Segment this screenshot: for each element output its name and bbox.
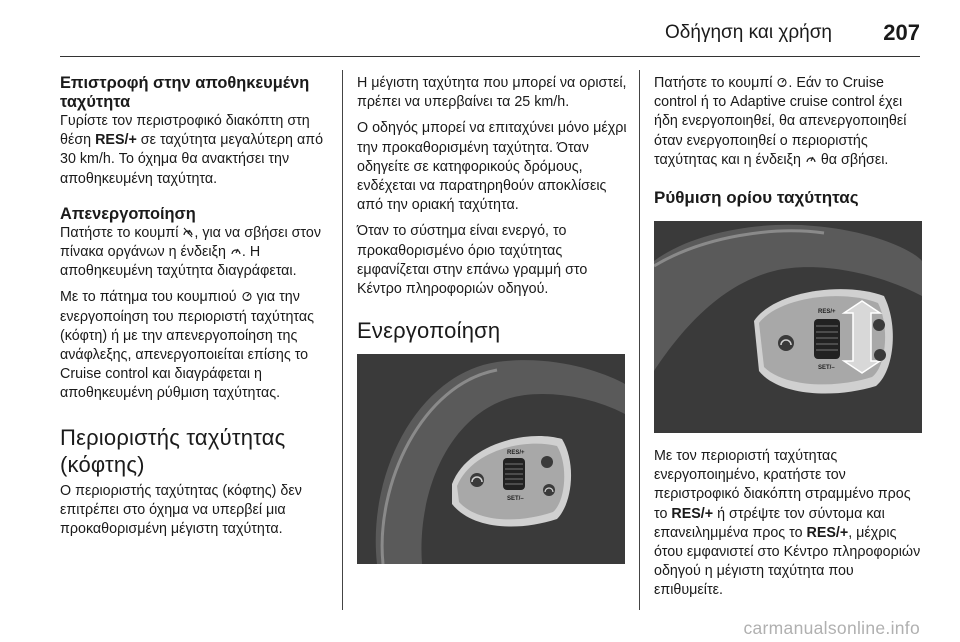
speed-limiter-icon: [242, 291, 252, 302]
steering-wheel-illustration: [654, 221, 922, 433]
steering-wheel-illustration: [357, 354, 625, 564]
column-3: [654, 74, 922, 608]
paragraph: [60, 224, 330, 282]
section-heading-activation: Ενεργοποίηση: [357, 318, 501, 344]
paragraph: Όταν το σύστημα είναι ενεργό, το προκαθορισμένο όριο ταχύτητας εμφανίζεται στην επάνω γραμμή στο Κέντρο πληροφοριών οδηγού.: [357, 223, 588, 298]
text-span: σε ταχύτητα μεγαλύτερη από 30 km/h. Το όχημα θα ανακτήσει την αποθηκευμένη ταχύτητα.: [60, 132, 324, 187]
paragraph: [60, 112, 330, 189]
paragraph: [654, 74, 922, 170]
column-divider: [342, 70, 343, 610]
section-heading-resume: Επιστροφή στην αποθηκευμένη ταχύτητα: [60, 74, 310, 111]
steering-wheel-figure-activation: [357, 354, 625, 564]
header-rule: [60, 56, 920, 57]
section-heading-set-limit: Ρύθμιση ορίου ταχύτητας: [654, 188, 859, 208]
section-heading-deactivate: Απενεργοποίηση: [60, 204, 196, 223]
paragraph: Ο οδηγός μπορεί να επιταχύνει μόνο μέχρι την προκαθορισμένη ταχύτητα. Όταν οδηγείτε σε κατηφορικούς δρόμους, ενδέχεται να παρατηρηθούν αποκλίσεις από την οριακή ταχύτητα.: [357, 120, 627, 214]
text-span: θα σβήσει.: [816, 151, 889, 168]
text-span: , για να σβήσει στον πίνακα οργάνων η ένδειξη: [60, 224, 321, 261]
text-span: για την ενεργοποίηση του περιοριστή ταχύτητας (κόφτη) ή με την απενεργοποίηση της ανάφλεξης, απενεργοποιείται επίσης το Cruise control και διαγράφεται η αποθηκευμένη ρύθμιση ταχύτητας.: [60, 289, 315, 402]
text-span: . Η αποθηκευμένη ταχύτητα διαγράφεται.: [60, 244, 297, 280]
column-2: [357, 74, 629, 578]
text-span: Πατήστε το κουμπί: [654, 75, 777, 91]
cruise-indicator-icon: [806, 154, 816, 165]
text-span: . Εάν το Cruise control ή το Adaptive cruise control έχει ήδη ενεργοποιηθεί, θα απενεργοποιηθεί όταν ενεργοποιηθεί ο περιοριστής ταχύτητας και η ένδειξη: [654, 75, 907, 168]
paragraph: [654, 447, 922, 601]
figure-label-res: RES/+: [818, 309, 836, 316]
column-1: [60, 74, 330, 546]
text-span: Πατήστε το κουμπί: [60, 224, 183, 241]
speed-limiter-icon: [777, 77, 787, 88]
text-span: , μέχρις ότου εμφανιστεί στο Κέντρο πληροφοριών οδηγού η μέγιστη ταχύτητα που επιθυμείτε.: [654, 524, 921, 599]
paragraph: Η μέγιστη ταχύτητα που μπορεί να οριστεί, πρέπει να υπερβαίνει τα 25 km/h.: [357, 75, 627, 111]
keyword-res: RES/+: [671, 505, 714, 522]
text-span: ή στρέψτε τον σύντομα και επανειλημμένα προς το: [654, 505, 885, 541]
cruise-indicator-icon: [231, 246, 241, 257]
keyword-res: RES/+: [806, 524, 849, 541]
section-heading-speed-limiter: Περιοριστής ταχύτητας (κόφτης): [60, 424, 286, 477]
text-span: Με το πάτημα του κουμπιού: [60, 289, 241, 306]
keyword-res: RES/+: [95, 132, 137, 149]
figure-label-res: RES/+: [507, 450, 525, 457]
column-divider: [639, 70, 640, 610]
cruise-off-icon: [183, 227, 193, 238]
figure-label-set: SET/–: [507, 496, 524, 503]
figure-label-set: SET/–: [818, 365, 835, 372]
paragraph: Ο περιοριστής ταχύτητας (κόφτης) δεν επιτρέπει στο όχημα να υπερβεί μια προκαθορισμένη μέγιστη ταχύτητα.: [60, 482, 302, 538]
paragraph: [60, 288, 330, 403]
watermark: carmanualsonline.info: [743, 618, 920, 638]
text-span: Γυρίστε τον περιστροφικό διακόπτη στη θέση: [60, 113, 310, 149]
steering-wheel-figure-set-limit: [654, 221, 922, 433]
page-number: 207: [883, 20, 920, 45]
header-title: Οδήγηση και χρήση: [665, 22, 832, 43]
text-span: Με τον περιοριστή ταχύτητας ενεργοποιημένο, κρατήστε τον περιστροφικό διακόπτη στραμμένο προς το: [654, 448, 911, 522]
